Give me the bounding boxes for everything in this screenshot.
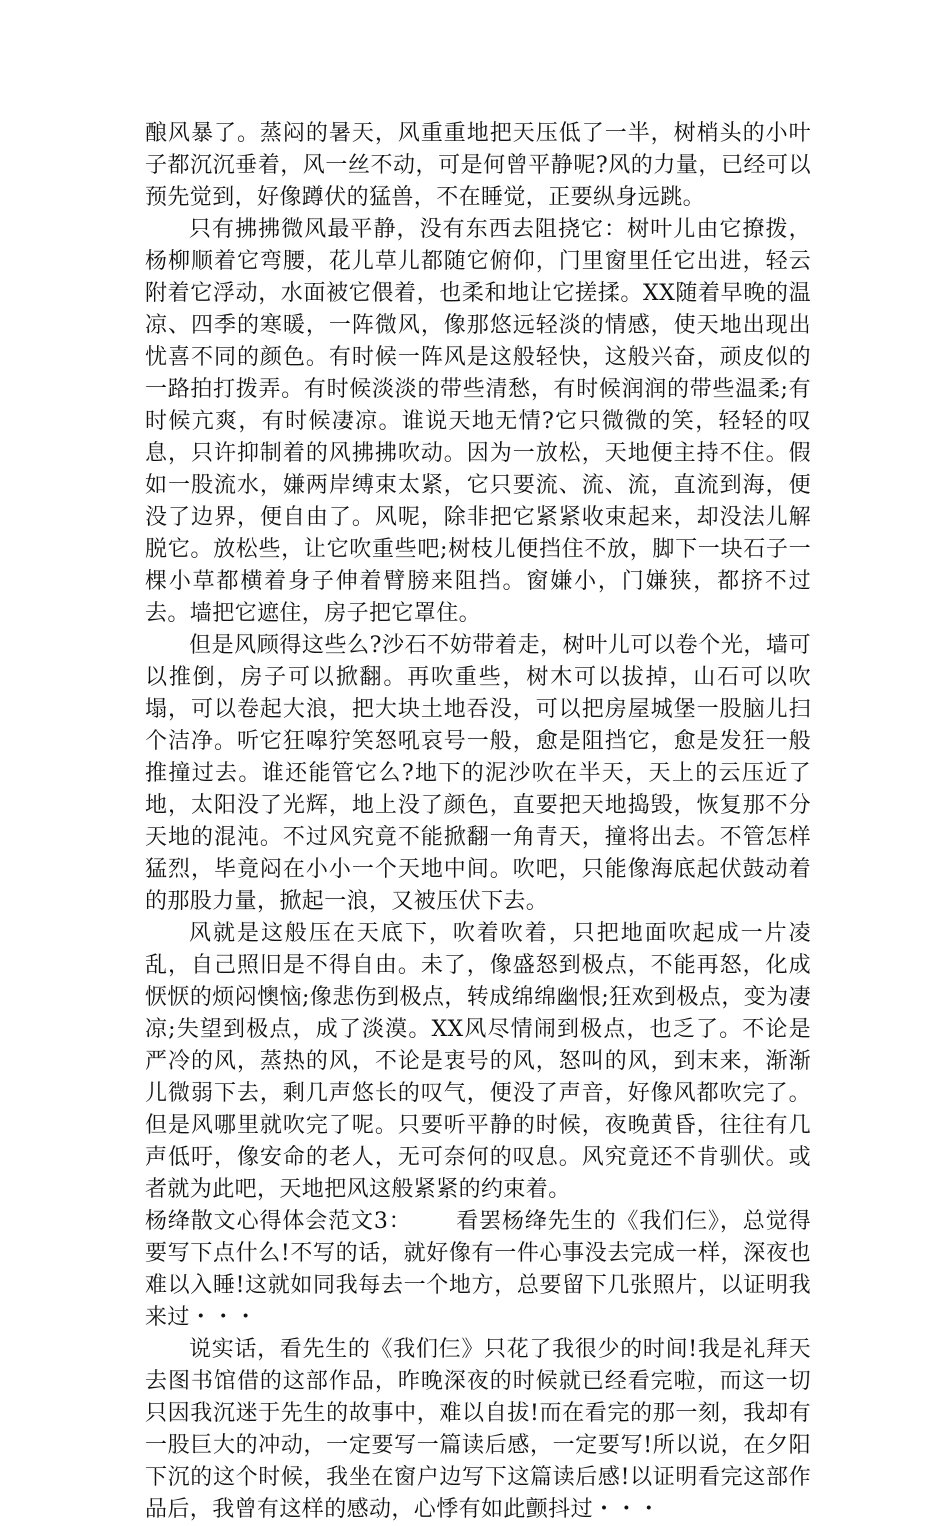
section-3-text: 看罢杨绛先生的《我们仨》，总觉得要写下点什么!不写的话，就好像有一件心事没去完成一样，深夜也难以入睡!这就如同我每去一个地方，总要留下几张照片，以证明我来过・・・: [145, 1209, 811, 1330]
paragraph-section-3: [145, 1206, 811, 1334]
paragraph-continued: 酿风暴了。蒸闷的暑天，风重重地把天压低了一半，树梢头的小叶子都沉沉垂着，风一丝不动，可是何曾平静呢?风的力量，已经可以预先觉到，好像蹲伏的猛兽，不在睡觉，正要纵身远跳。: [145, 121, 811, 210]
paragraph-reading-note: 说实话，看先生的《我们仨》只花了我很少的时间!我是礼拜天去图书馆借的这部作品，昨晚深夜的时候就已经看完啦，而这一切只因我沉迷于先生的故事中，难以自拔!而在看完的那一刻，我却有一股巨大的冲动，一定要写一篇读后感，一定要写!所以说，在夕阳下沉的这个时候，我坐在窗户边写下这篇读后感!以证明看完这部作品后，我曾有这样的感动，心悸有如此颤抖过・・・: [145, 1337, 811, 1522]
paragraph-storm: 但是风顾得这些么?沙石不妨带着走，树叶儿可以卷个光，墙可以推倒，房子可以掀翻。再吹重些，树木可以拔掉，山石可以吹塌，可以卷起大浪，把大块土地吞没，可以把房屋城堡一股脑儿扫个洁净。听它狂嗥狞笑怒吼哀号一般，愈是阻挡它，愈是发狂一般推撞过去。谁还能管它么?地下的泥沙吹在半天，天上的云压近了地，太阳没了光辉，地上没了颜色，直要把天地捣毁，恢复那不分天地的混沌。不过风究竟不能掀翻一角青天，撞将出去。不管怎样猛烈，毕竟闷在小小一个天地中间。吹吧，只能像海底起伏鼓动着的那股力量，掀起一浪，又被压伏下去。: [145, 633, 811, 914]
document-page: [145, 118, 811, 1526]
section-title: 杨绛散文心得体会范文3：: [145, 1209, 412, 1234]
paragraph-breeze: 只有拂拂微风最平静，没有东西去阻挠它：树叶儿由它撩拨，杨柳顺着它弯腰，花儿草儿都随它俯仰，门里窗里任它出进，轻云附着它浮动，水面被它偎着，也柔和地让它搓揉。XX随着早晚的温凉、四季的寒暖，一阵微风，像那悠远轻淡的情感，使天地出现出忧喜不同的颜色。有时候一阵风是这般轻快，这般兴奋，顽皮似的一路拍打拨弄。有时候淡淡的带些清愁，有时候润润的带些温柔;有时候亢爽，有时候凄凉。谁说天地无情?它只微微的笑，轻轻的叹息，只许抑制着的风拂拂吹动。因为一放松，天地便主持不住。假如一股流水，嫌两岸缚束太紧，它只要流、流、流，直流到海，便没了边界，便自由了。风呢，除非把它紧紧收束起来，却没法儿解脱它。放松些，让它吹重些吧;树枝儿便挡住不放，脚下一块石子一棵小草都横着身子伸着臂膀来阻挡。窗嫌小，门嫌狭，都挤不过去。墙把它遮住，房子把它罩住。: [145, 217, 811, 626]
paragraph-confined-wind: 风就是这般压在天底下，吹着吹着，只把地面吹起成一片凌乱，自己照旧是不得自由。未了，像盛怒到极点，不能再怒，化成恹恹的烦闷懊恼;像悲伤到极点，转成绵绵幽恨;狂欢到极点，变为凄凉;失望到极点，成了淡漠。XX风尽情闹到极点，也乏了。不论是严冷的风，蒸热的风，不论是衷号的风，怒叫的风，到末来，渐渐儿微弱下去，剩几声悠长的叹气，便没了声音，好像风都吹完了。但是风哪里就吹完了呢。只要听平静的时候，夜晚黄昏，往往有几声低吁，像安命的老人，无可奈何的叹息。风究竟还不肯驯伏。或者就为此吧，天地把风这般紧紧的约束着。: [145, 921, 811, 1202]
